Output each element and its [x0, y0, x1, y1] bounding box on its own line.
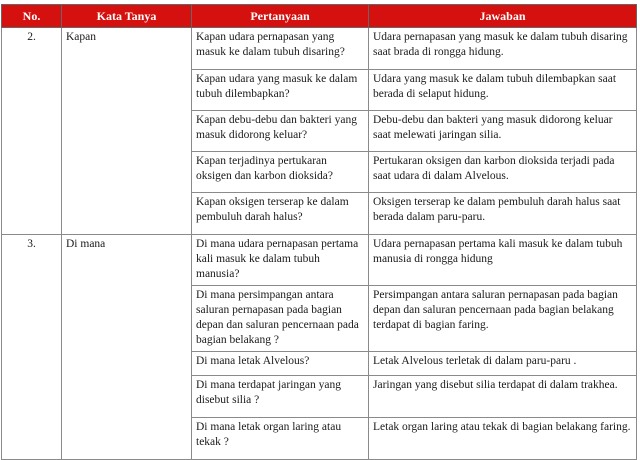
question-cell: Di mana letak organ laring atau tekak ? — [192, 418, 369, 460]
question-word: Kapan — [62, 28, 192, 235]
question-cell: Kapan terjadinya pertukaran oksigen dan karbon dioksida? — [192, 152, 369, 193]
answer-cell: Debu-debu dan bakteri yang masuk didorong keluar saat melewati jaringan silia. — [369, 111, 637, 152]
header-jawaban: Jawaban — [369, 5, 637, 28]
question-cell: Kapan debu-debu dan bakteri yang masuk didorong keluar? — [192, 111, 369, 152]
question-cell: Di mana udara pernapasan pertama kali masuk ke dalam tubuh manusia? — [192, 235, 369, 286]
answer-cell: Udara yang masuk ke dalam tubuh dilembapkan saat berada di selaput hidung. — [369, 70, 637, 111]
question-cell: Kapan oksigen terserap ke dalam pembuluh darah halus? — [192, 193, 369, 235]
table-row — [2, 28, 637, 70]
question-cell: Kapan udara pernapasan yang masuk ke dalam tubuh disaring? — [192, 28, 369, 70]
question-cell: Kapan udara yang masuk ke dalam tubuh dilembapkan? — [192, 70, 369, 111]
group-number: 3. — [2, 235, 62, 460]
answer-cell: Jaringan yang disebut silia terdapat di dalam trakhea. — [369, 376, 637, 418]
table-row — [2, 235, 637, 286]
header-no: No. — [2, 5, 62, 28]
answer-cell: Persimpangan antara saluran pernapasan pada bagian depan dan saluran pencernaan pada bagian belakang terdapat di bagian faring. — [369, 286, 637, 352]
question-cell: Di mana terdapat jaringan yang disebut silia ? — [192, 376, 369, 418]
answer-cell: Udara pernapasan yang masuk ke dalam tubuh disaring saat brada di rongga hidung. — [369, 28, 637, 70]
question-word: Di mana — [62, 235, 192, 460]
answer-cell: Pertukaran oksigen dan karbon dioksida terjadi pada saat udara di dalam Alvelous. — [369, 152, 637, 193]
header-kata-tanya: Kata Tanya — [62, 5, 192, 28]
answer-cell: Letak organ laring atau tekak di bagian belakang faring. — [369, 418, 637, 460]
answer-cell: Oksigen terserap ke dalam pembuluh darah halus saat berada dalam paru-paru. — [369, 193, 637, 235]
question-cell: Di mana persimpangan antara saluran pernapasan pada bagian depan dan saluran pencernaan pada bagian belakang ? — [192, 286, 369, 352]
question-cell: Di mana letak Alvelous? — [192, 352, 369, 376]
header-pertanyaan: Pertanyaan — [192, 5, 369, 28]
answer-cell: Letak Alvelous terletak di dalam paru-paru . — [369, 352, 637, 376]
group-number: 2. — [2, 28, 62, 235]
qa-table — [1, 4, 637, 460]
header-row — [2, 5, 637, 28]
answer-cell: Udara pernapasan pertama kali masuk ke dalam tubuh manusia di rongga hidung — [369, 235, 637, 286]
